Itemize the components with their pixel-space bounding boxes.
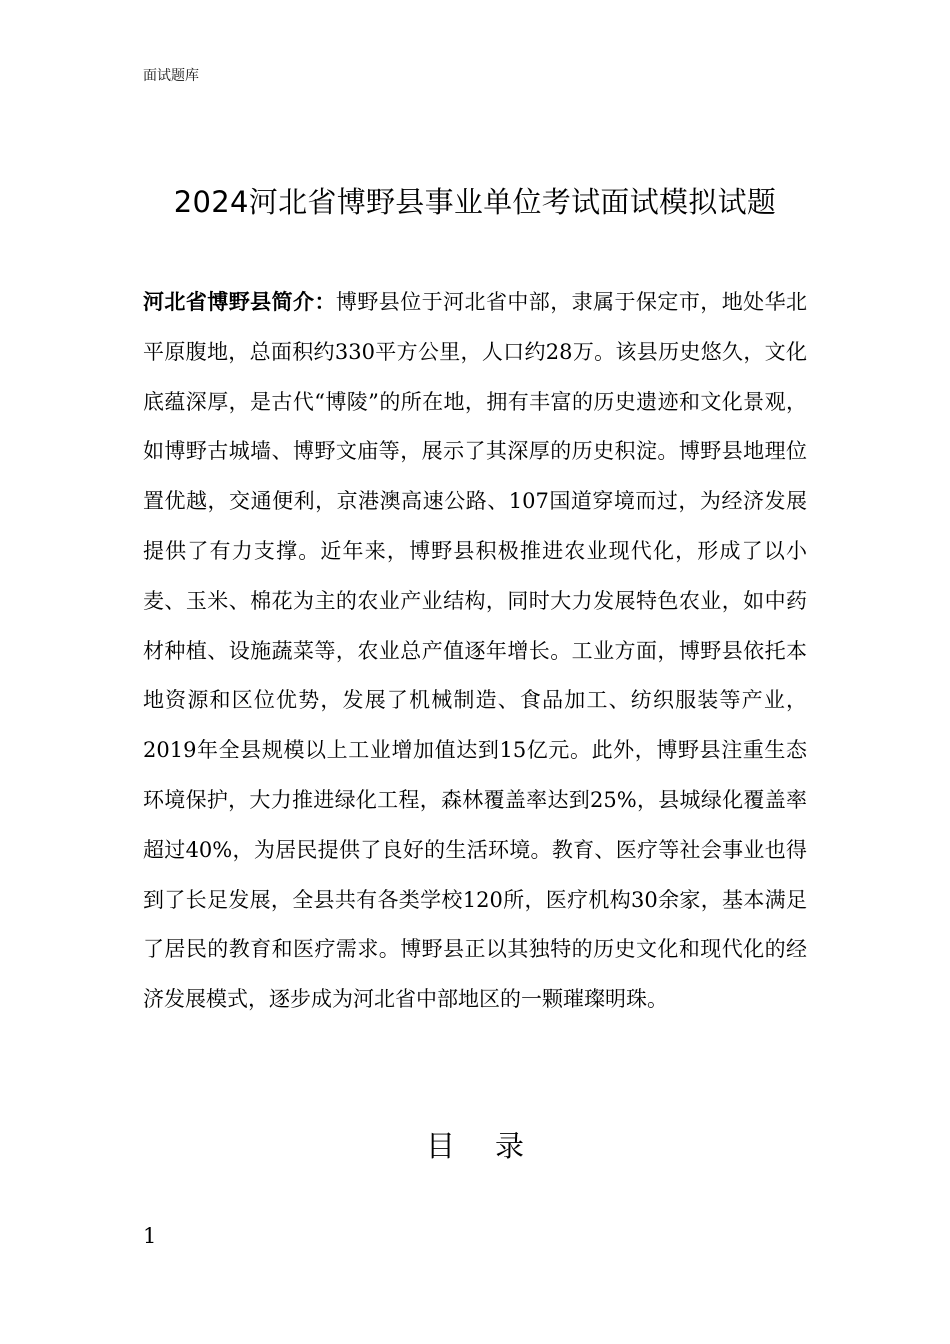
page-header: 面试题库: [143, 68, 199, 84]
intro-label: 河北省博野县简介：: [143, 290, 336, 314]
intro-text: 博野县位于河北省中部，隶属于保定市，地处华北平原腹地，总面积约330平方公里，人口约28万。该县历史悠久，文化底蕴深厚，是古代“博陵”的所在地，拥有丰富的历史遗迹和文化景观，如博野古城墙、博野文庙等，展示了其深厚的历史积淀。博野县地理位置优越，交通便利，京港澳高速公路、107国道穿境而过，为经济发展提供了有力支撑。近年来，博野县积极推进农业现代化，形成了以小麦、玉米、棉花为主的农业产业结构，同时大力发展特色农业，如中药材种植、设施蔬菜等，农业总产值逐年增长。工业方面，博野县依托本地资源和区位优势，发展了机械制造、食品加工、纺织服装等产业，2019年全县规模以上工业增加值达到15亿元。此外，博野县注重生态环境保护，大力推进绿化工程，森林覆盖率达到25%，县城绿化覆盖率超过40%，为居民提供了良好的生活环境。教育、医疗等社会事业也得到了长足发展，全县共有各类学校120所，医疗机构30余家，基本满足了居民的教育和医疗需求。博野县正以其独特的历史文化和现代化的经济发展模式，逐步成为河北省中部地区的一颗璀璨明珠。: [143, 290, 808, 1012]
intro-paragraph: [143, 278, 807, 1025]
toc-heading: 目录: [425, 1129, 564, 1163]
page-title: 2024河北省博野县事业单位考试面试模拟试题: [173, 185, 777, 219]
page-number: 1: [143, 1224, 157, 1248]
